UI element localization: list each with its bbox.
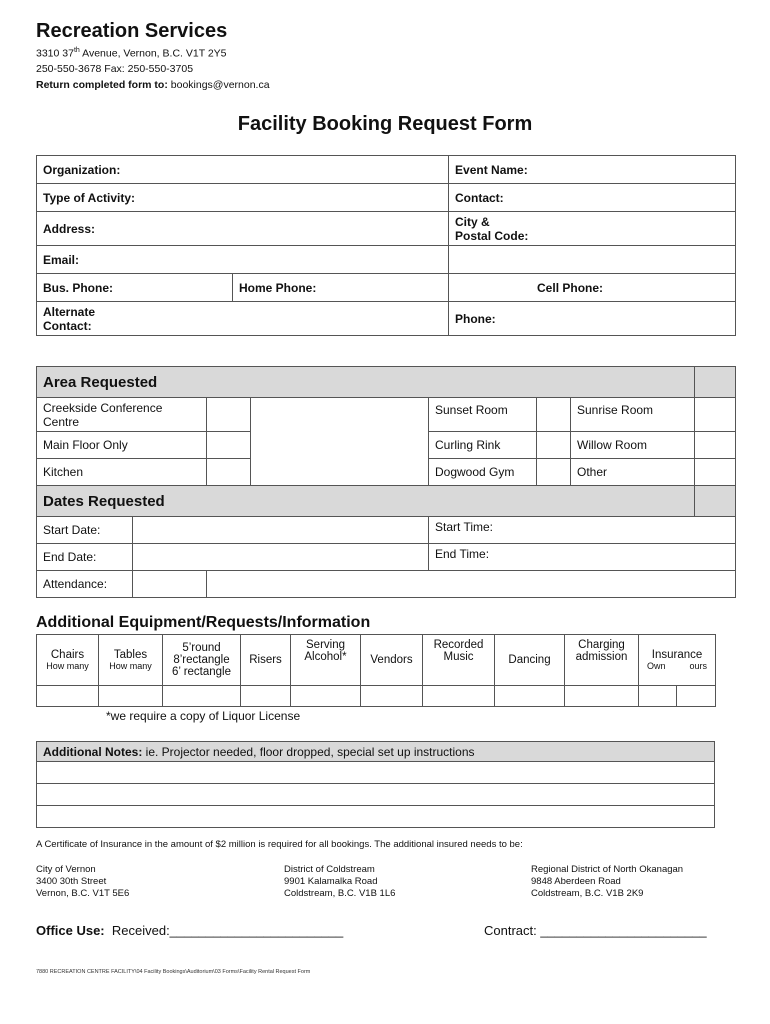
- contact-field[interactable]: Contact:: [449, 184, 736, 212]
- creekside-label: [37, 398, 207, 432]
- area-requested-heading: Area Requested: [37, 367, 695, 398]
- chairs-header: [37, 635, 99, 686]
- form-title: Facility Booking Request Form: [237, 113, 533, 135]
- dogwood-gym-label: Dogwood Gym: [429, 459, 537, 486]
- contact-info-table: [36, 155, 736, 336]
- kitchen-checkbox[interactable]: [207, 459, 251, 486]
- vendors-input[interactable]: [361, 686, 423, 707]
- received-field[interactable]: Received:________________________: [111, 923, 344, 938]
- notes-heading: [37, 742, 715, 762]
- certificate-note: A Certificate of Insurance in the amount of $2 million is required for all bookings. The additional insured needs to be:: [36, 839, 523, 850]
- liquor-license-note: *we require a copy of Liquor License: [106, 709, 301, 723]
- recorded-label: Recorded: [433, 639, 484, 651]
- sunset-room-checkbox[interactable]: [537, 398, 571, 432]
- postal-code-label: Postal Code:: [455, 228, 529, 243]
- end-time-field[interactable]: End Time:: [429, 544, 736, 571]
- charging-admission-header: [565, 635, 639, 686]
- serving-label: Serving: [306, 639, 345, 651]
- vendors-header: Vendors: [361, 635, 423, 686]
- table-types-input[interactable]: [163, 686, 241, 707]
- event-name-field[interactable]: Event Name:: [449, 156, 736, 184]
- sunset-room-label: Sunset Room: [429, 398, 537, 432]
- insurance-own-input[interactable]: [639, 686, 677, 707]
- attendance-label: Attendance:: [37, 571, 133, 598]
- dogwood-gym-checkbox[interactable]: [537, 459, 571, 486]
- dancing-header: Dancing: [495, 635, 565, 686]
- contract-field[interactable]: Contract: _______________________: [484, 923, 707, 938]
- notes-line-3[interactable]: [37, 806, 715, 828]
- willow-room-checkbox[interactable]: [695, 432, 736, 459]
- insured-city-of-vernon: [36, 864, 129, 900]
- insured-1-name: City of Vernon: [36, 864, 96, 875]
- tables-header: [99, 635, 163, 686]
- admission-label: admission: [575, 651, 628, 663]
- equipment-heading: Additional Equipment/Requests/Information: [36, 614, 371, 631]
- insured-2-name: District of Coldstream: [284, 864, 375, 875]
- creekside-line-1: Creekside Conference: [43, 400, 163, 415]
- return-line: [36, 79, 270, 91]
- attendance-extra-cell: [207, 571, 736, 598]
- tables-label: Tables: [113, 649, 148, 661]
- org-address: [36, 47, 227, 60]
- charging-admission-input[interactable]: [565, 686, 639, 707]
- notes-hint: ie. Projector needed, floor dropped, special set up instructions: [142, 744, 475, 759]
- area-dates-table: [36, 366, 736, 598]
- insurance-header: [639, 635, 716, 686]
- address-main: 3310 37: [36, 47, 74, 60]
- phone-field[interactable]: Phone:: [449, 302, 736, 336]
- return-email: bookings@vernon.ca: [170, 79, 270, 91]
- notes-line-2[interactable]: [37, 784, 715, 806]
- insured-1-city: Vernon, B.C. V1T 5E6: [36, 888, 130, 899]
- music-label: Music: [443, 651, 474, 663]
- home-phone-field[interactable]: Home Phone:: [233, 274, 449, 302]
- org-phone-fax: 250-550-3678 Fax: 250-550-3705: [36, 63, 194, 75]
- serving-alcohol-input[interactable]: [291, 686, 361, 707]
- notes-label: Additional Notes:: [43, 744, 143, 759]
- chairs-label: Chairs: [50, 649, 85, 661]
- area-heading-grey-cell: [695, 367, 736, 398]
- dancing-input[interactable]: [495, 686, 565, 707]
- city-postal-field[interactable]: [449, 212, 736, 246]
- notes-table: [36, 741, 715, 828]
- recorded-music-input[interactable]: [423, 686, 495, 707]
- cell-phone-field[interactable]: Cell Phone:: [449, 274, 736, 302]
- insurance-ours-input[interactable]: [677, 686, 716, 707]
- creekside-checkbox[interactable]: [207, 398, 251, 432]
- insurance-label: Insurance: [651, 649, 703, 661]
- email-extra-cell[interactable]: [449, 246, 736, 274]
- email-field[interactable]: Email:: [37, 246, 449, 274]
- footer-file-path: 7880 RECREATION CENTRE FACILITY\04 Facility Bookings\Auditorium\03 Forms\Facility Rental Request Form: [36, 969, 311, 975]
- insured-2-city: Coldstream, B.C. V1B 1L6: [284, 888, 396, 899]
- round-label: 5’round: [182, 642, 221, 654]
- start-date-input[interactable]: [133, 517, 429, 544]
- attendance-input[interactable]: [133, 571, 207, 598]
- risers-input[interactable]: [241, 686, 291, 707]
- address-rest: Avenue, Vernon, B.C. V1T 2Y5: [79, 47, 227, 60]
- charging-label: Charging: [578, 639, 625, 651]
- organization-field[interactable]: Organization:: [37, 156, 449, 184]
- insured-3-street: 9848 Aberdeen Road: [531, 876, 621, 887]
- bus-phone-field[interactable]: Bus. Phone:: [37, 274, 233, 302]
- kitchen-label: Kitchen: [37, 459, 207, 486]
- address-sup: th: [73, 47, 80, 54]
- organization-title: Recreation Services: [36, 20, 228, 42]
- chairs-how-many: How many: [46, 661, 89, 671]
- type-of-activity-field[interactable]: Type of Activity:: [37, 184, 449, 212]
- alternate-contact-label: Contact:: [43, 318, 92, 333]
- sunrise-room-label: Sunrise Room: [571, 398, 695, 432]
- return-label: Return completed form to:: [36, 79, 168, 91]
- serving-alcohol-header: [291, 635, 361, 686]
- rect8-label: 8’rectangle: [173, 654, 230, 666]
- address-field[interactable]: Address:: [37, 212, 449, 246]
- notes-line-1[interactable]: [37, 762, 715, 784]
- office-use-section: [36, 923, 343, 938]
- sunrise-room-checkbox[interactable]: [695, 398, 736, 432]
- insured-3-name: Regional District of North Okanagan: [531, 864, 684, 875]
- curling-rink-checkbox[interactable]: [537, 432, 571, 459]
- insured-regional-district: [531, 864, 683, 900]
- insured-district-of-coldstream: [284, 864, 395, 900]
- alternate-contact-field[interactable]: [37, 302, 449, 336]
- alternate-label: Alternate: [43, 304, 96, 319]
- creekside-line-2: Centre: [43, 414, 80, 429]
- willow-room-label: Willow Room: [571, 432, 695, 459]
- tables-how-many: How many: [109, 661, 152, 671]
- risers-header: Risers: [241, 635, 291, 686]
- alcohol-label: Alcohol*: [304, 651, 347, 663]
- insurance-ours-label: ours: [689, 661, 708, 671]
- dates-heading-grey-cell: [695, 486, 736, 517]
- equipment-table: [36, 634, 716, 707]
- start-date-label: Start Date:: [37, 517, 133, 544]
- end-date-label: End Date:: [37, 544, 133, 571]
- insured-2-street: 9901 Kalamalka Road: [284, 876, 378, 887]
- curling-rink-label: Curling Rink: [429, 432, 537, 459]
- insurance-own-label: Own: [647, 661, 666, 671]
- other-checkbox[interactable]: [695, 459, 736, 486]
- tables-input[interactable]: [99, 686, 163, 707]
- other-label: Other: [571, 459, 695, 486]
- main-floor-label: Main Floor Only: [37, 432, 207, 459]
- rect6-label: 6’ rectangle: [171, 666, 232, 678]
- insured-1-street: 3400 30th Street: [36, 876, 107, 887]
- area-blank-block: [251, 398, 429, 486]
- chairs-input[interactable]: [37, 686, 99, 707]
- main-floor-checkbox[interactable]: [207, 432, 251, 459]
- table-types-header: [163, 635, 241, 686]
- recorded-music-header: [423, 635, 495, 686]
- office-use-label: Office Use:: [36, 923, 105, 938]
- insured-3-city: Coldstream, B.C. V1B 2K9: [531, 888, 644, 899]
- dates-requested-heading: Dates Requested: [37, 486, 695, 517]
- start-time-field[interactable]: Start Time:: [429, 517, 736, 544]
- city-label: City &: [455, 214, 490, 229]
- end-date-input[interactable]: [133, 544, 429, 571]
